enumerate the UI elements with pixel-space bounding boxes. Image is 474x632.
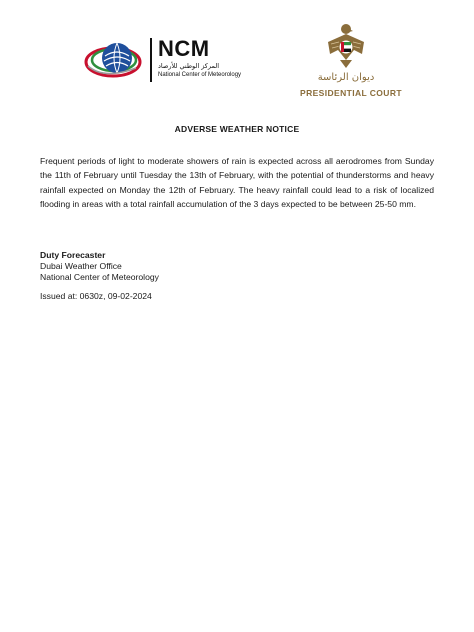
notice-body: Frequent periods of light to moderate showers of rain is expected across all aerodromes from Sunday the 11th of February until Tuesday the 13th of February, with the potential of thunderstorms and heavy rainfall expected on Monday the 12th of February. The heavy rainfall could lead to a risk of localized flooding in areas with a total rainfall accumulation of the 3 days expected to be between 25-50 mm.: [40, 156, 434, 210]
notice-title: ADVERSE WEATHER NOTICE: [174, 124, 300, 134]
signature-role: Duty Forecaster: [40, 250, 106, 260]
court-english-name: PRESIDENTIAL COURT: [300, 88, 402, 98]
signature-organization: National Center of Meteorology: [40, 272, 159, 282]
court-arabic-name: ديوان الرئاسة: [317, 72, 375, 83]
presidential-court-logo: [300, 20, 402, 100]
signature-block: [40, 250, 340, 283]
ncm-english-name: National Center of Meteorology: [158, 72, 242, 78]
ncm-divider: [150, 38, 152, 82]
signature-office: Dubai Weather Office: [40, 261, 122, 271]
falcon-emblem-icon: [324, 20, 368, 70]
ncm-abbreviation: NCM: [158, 36, 210, 61]
ncm-globe-icon: [84, 36, 142, 84]
issued-timestamp: Issued at: 0630z, 09-02-2024: [40, 291, 152, 301]
ncm-arabic-name: المركز الوطني للأرصاد: [158, 62, 220, 70]
ncm-logo: [84, 36, 254, 84]
ncm-text: [158, 38, 258, 79]
